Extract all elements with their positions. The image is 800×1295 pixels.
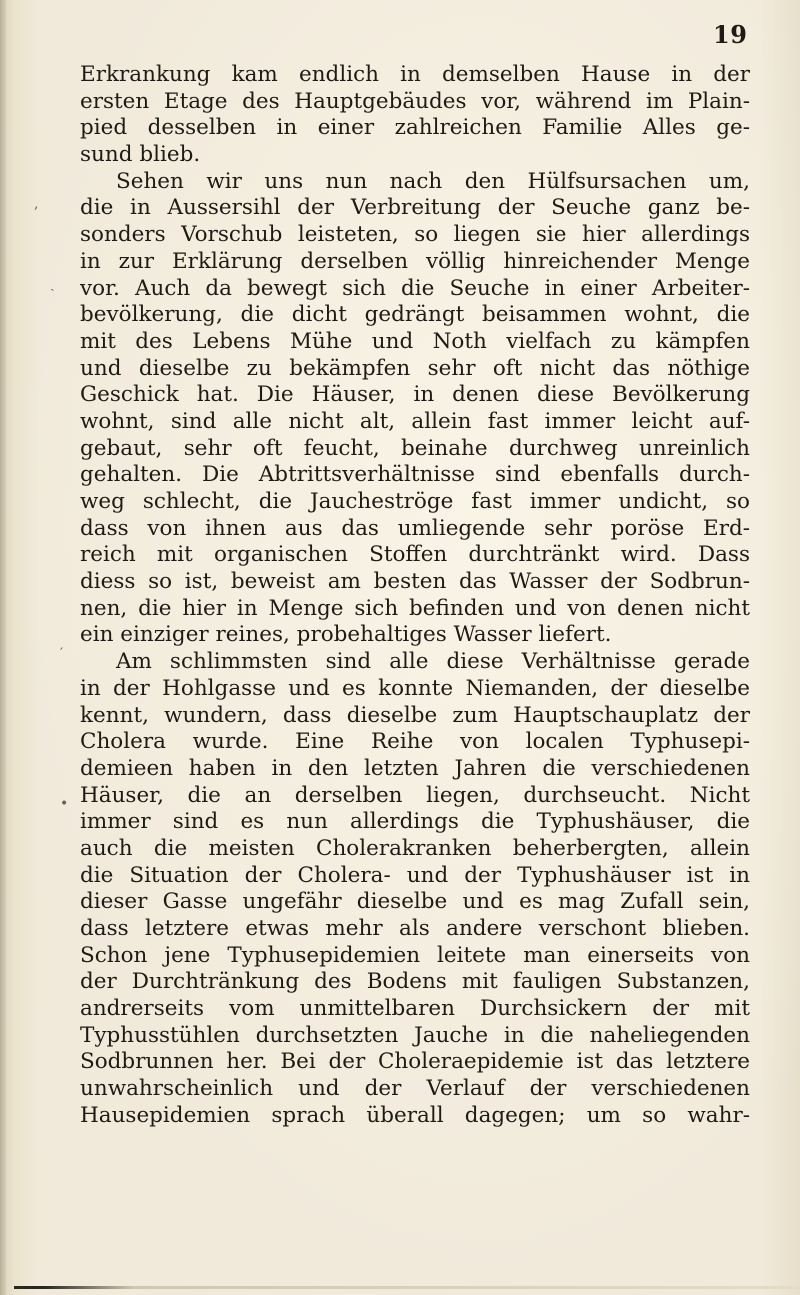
text-line: Hausepidemien sprach überall dagegen; um so wahr- (80, 1102, 750, 1128)
text-line: Schon jene Typhusepidemien leitete man einerseits von (80, 942, 750, 968)
text-line: unwahrscheinlich und der Verlauf der verschiedenen (80, 1076, 750, 1102)
text-line: immer sind es nun allerdings die Typhushäuser, die (80, 809, 750, 835)
text-line: und dieselbe zu bekämpfen sehr oft nicht das nöthige (80, 355, 750, 381)
text-line: Typhusstühlen durchsetzten Jauche in die naheliegenden (80, 1022, 750, 1048)
text-line: andrerseits vom unmittelbaren Durchsickern der mit (80, 996, 750, 1022)
text-line: sund blieb. (80, 142, 201, 168)
text-line: bevölkerung, die dicht gedrängt beisammen wohnt, die (80, 302, 750, 328)
text-line: Erkrankung kam endlich in demselben Hause in der (80, 62, 750, 87)
text-line: diess so ist, beweist am besten das Wasser der Sodbrun- (80, 569, 750, 595)
text-line: die in Aussersihl der Verbreitung der Seuche ganz be- (80, 195, 750, 221)
page-bottom-edge (14, 1286, 800, 1289)
text-line: Sodbrunnen her. Bei der Choleraepidemie ist das letztere (80, 1049, 750, 1075)
body-text (80, 62, 750, 1130)
text-line: dass von ihnen aus das umliegende sehr poröse Erd- (80, 515, 750, 541)
text-line: weg schlecht, die Jaucheströge fast immer undicht, so (80, 489, 750, 514)
text-line: nen, die hier in Menge sich befinden und von denen nicht (80, 595, 750, 621)
text-line: dass letztere etwas mehr als andere verschont blieben. (80, 916, 750, 941)
text-line: kennt, wundern, dass dieselbe zum Hauptschauplatz der (80, 702, 750, 728)
margin-mark: • (60, 796, 69, 812)
text-line: in der Hohlgasse und es konnte Niemanden, der dieselbe (80, 675, 750, 701)
margin-mark: ˎ (50, 276, 55, 292)
page-number: 19 (713, 20, 748, 49)
text-line: die Situation der Cholera- und der Typhushäuser ist in (80, 862, 750, 888)
text-line: pied desselben in einer zahlreichen Familie Alles ge- (80, 115, 750, 141)
text-line: gebaut, sehr oft feucht, beinahe durchweg unreinlich (80, 435, 750, 461)
text-line: mit des Lebens Mühe und Noth vielfach zu kämpfen (80, 328, 750, 354)
text-line: vor. Auch da bewegt sich die Seuche in einer Arbeiter- (80, 275, 750, 301)
text-line: auch die meisten Cholerakranken beherbergten, allein (80, 835, 750, 861)
text-line: ein einziger reines, probehaltiges Wasser liefert. (80, 622, 612, 648)
margin-mark: , (34, 196, 39, 212)
text-line: dieser Gasse ungefähr dieselbe und es mag Zufall sein, (80, 889, 750, 915)
text-line: reich mit organischen Stoffen durchtränkt wird. Dass (80, 542, 750, 568)
text-line: wohnt, sind alle nicht alt, allein fast immer leicht auf- (80, 408, 750, 434)
text-line: in zur Erklärung derselben völlig hinreichender Menge (80, 248, 750, 274)
page-gutter-edge (0, 0, 6, 1295)
text-line: gehalten. Die Abtrittsverhältnisse sind ebenfalls durch- (80, 462, 750, 488)
margin-mark: ′ (60, 646, 64, 662)
text-line: demieen haben in den letzten Jahren die verschiedenen (80, 755, 750, 781)
text-line: Sehen wir uns nun nach den Hülfsursachen um, (116, 168, 750, 194)
text-line: Cholera wurde. Eine Reihe von localen Typhusepi- (80, 729, 750, 755)
text-line: sonders Vorschub leisteten, so liegen sie hier allerdings (80, 222, 750, 248)
text-line: der Durchtränkung des Bodens mit fauligen Substanzen, (80, 969, 750, 995)
text-line: Am schlimmsten sind alle diese Verhältnisse gerade (116, 649, 750, 675)
text-line: Häuser, die an derselben liegen, durchseucht. Nicht (80, 782, 750, 808)
text-line: Geschick hat. Die Häuser, in denen diese Bevölkerung (80, 382, 750, 408)
text-line: ersten Etage des Hauptgebäudes vor, während im Plain- (80, 88, 750, 114)
